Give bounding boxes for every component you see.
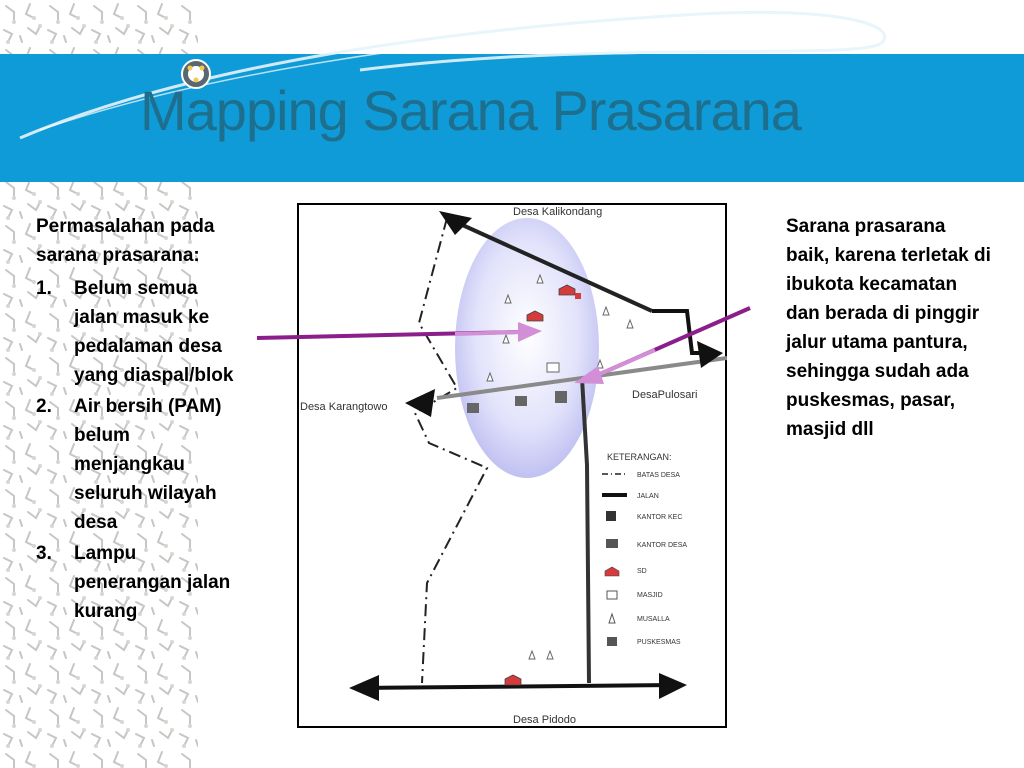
map-drawing bbox=[297, 203, 727, 728]
village-map bbox=[297, 203, 727, 728]
highlight-area bbox=[455, 218, 599, 478]
label-west: Desa Karangtowo bbox=[300, 401, 388, 413]
kantor-desa-icon bbox=[515, 396, 527, 406]
label-south: Desa Pidodo bbox=[513, 714, 576, 726]
legend-item: BATAS DESA bbox=[637, 472, 680, 479]
mosque-icon bbox=[547, 363, 559, 372]
problems-panel bbox=[36, 212, 246, 628]
legend-item: MASJID bbox=[637, 592, 663, 599]
list-item bbox=[36, 392, 246, 537]
description-panel: Sarana prasarana baik, karena terletak di ibukota kecamatan dan berada di pinggir jalur utama pantura, sehingga sudah ada puskesmas, pasar, masjid dll bbox=[786, 216, 991, 440]
kantor-desa-icon bbox=[555, 391, 567, 403]
legend-item: SD bbox=[637, 568, 647, 575]
list-item-number: 3. bbox=[36, 543, 52, 564]
puskesmas-icon bbox=[607, 637, 617, 646]
list-item-number: 2. bbox=[36, 396, 52, 417]
list-item-text: Lampu penerangan jalan kurang bbox=[74, 543, 231, 622]
legend-title: KETERANGAN: bbox=[607, 452, 672, 462]
label-north: Desa Kalikondang bbox=[513, 206, 603, 218]
legend-item: KANTOR DESA bbox=[637, 542, 688, 549]
legend-item: PUSKESMAS bbox=[637, 639, 681, 646]
problems-list bbox=[36, 274, 246, 626]
legend-item: MUSALLA bbox=[637, 616, 670, 623]
school-icon bbox=[575, 293, 581, 299]
slide-title: Mapping Sarana Prasarana bbox=[140, 79, 801, 142]
legend-item: JALAN bbox=[637, 493, 659, 500]
kantor-desa-icon bbox=[606, 539, 618, 548]
list-item bbox=[36, 539, 246, 626]
list-item bbox=[36, 274, 246, 390]
kantor-kec-icon bbox=[467, 403, 479, 413]
label-east: DesaPulosari bbox=[632, 389, 698, 401]
mosque-icon bbox=[607, 591, 617, 599]
legend-item: KANTOR KEC bbox=[637, 514, 683, 521]
problems-heading: Permasalahan pada sarana prasarana: bbox=[36, 216, 215, 266]
list-item-number: 1. bbox=[36, 278, 52, 299]
list-item-text: Belum semua jalan masuk ke pedalaman desa yang diaspal/blok bbox=[74, 278, 234, 386]
kantor-kec-icon bbox=[606, 511, 616, 521]
list-item-text: Air bersih (PAM) belum menjangkau seluruh wilayah desa bbox=[74, 396, 222, 533]
